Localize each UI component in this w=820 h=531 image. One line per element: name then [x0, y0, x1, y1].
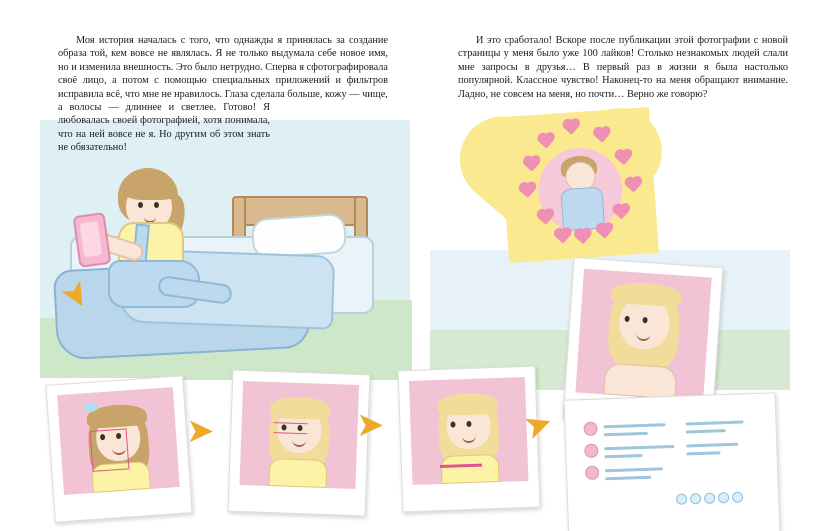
heart-photo-inner	[536, 145, 626, 235]
photo-step-3	[398, 366, 541, 513]
comment-line	[686, 443, 738, 448]
mini-heart-icon	[564, 120, 579, 135]
right-paragraph-1: И это сработало! Вскоре после публикации этой фотографии с новой страницы у меня было уже 100 лайков! Столько незнакомых людей слали мне запросы в друзья… В первый раз в жизни я была настолько популярной. Классное чувство! Наконец-то на меня обращают внимание. Ладно, не совсем на меня, но почти… Верно же говорю?	[458, 35, 788, 100]
photo-step-2-image	[239, 381, 359, 489]
photo-step-4-image	[575, 269, 711, 402]
mini-heart-icon	[520, 183, 535, 198]
left-paragraph-1: Моя история началась с того, что однажды я принялась за создание образа той, кем вовсе не являлась. Я не только выдумала себе новое имя, но и изменила внешность. Это было нетрудно. Сперва я сфотографировала своё лицо, а потом с помощью специальных приложений и фильтров исправила всё, что мне не нравилось. Глаза сделала больше, кожу — чище,	[58, 35, 388, 100]
photo3-body	[441, 454, 500, 484]
photo3-bangs	[437, 392, 498, 416]
photo-step-1-image	[57, 387, 180, 495]
girl-eye-right	[154, 202, 159, 208]
comment-line	[605, 454, 643, 458]
arrow-2: ➤	[186, 411, 215, 451]
avatar-dot	[583, 422, 597, 436]
mini-heart-icon	[597, 224, 612, 239]
girl-bangs	[121, 178, 177, 200]
emoji-icon	[732, 492, 743, 503]
right-text-column	[458, 34, 788, 101]
comment-line	[686, 429, 726, 433]
comment-line	[685, 420, 743, 425]
photo2-bangs	[270, 396, 331, 420]
arrow-3: ➤	[356, 405, 385, 445]
emoji-icon	[718, 492, 729, 503]
emoji-icon	[704, 493, 715, 504]
phone-screen	[80, 221, 103, 257]
photo-step-5-image	[575, 404, 769, 517]
left-text-column	[58, 34, 388, 155]
mini-heart-icon	[556, 229, 571, 244]
mini-heart-icon	[576, 229, 591, 244]
comment-line	[605, 467, 663, 472]
avatar-dot	[584, 444, 598, 458]
photo4-body	[603, 362, 677, 399]
photo-step-5-notebook	[564, 392, 781, 531]
photo1-body	[91, 461, 151, 493]
mini-heart-icon	[538, 210, 553, 225]
comment-line	[603, 423, 665, 428]
mini-heart-icon	[614, 205, 629, 220]
photo2-body	[268, 458, 327, 488]
bed-pillow	[251, 213, 348, 259]
girl-eye-left	[138, 202, 143, 208]
photo-step-3-image	[409, 377, 529, 485]
photo-step-1	[45, 375, 192, 522]
left-paragraph-2: а волосы — длиннее и светлее. Готово! Я любовалась своей фотографией, хотя понимала, что на ней вовсе не я. Но другим об этом знать не обязательно!	[58, 102, 270, 154]
comment-line	[686, 451, 720, 455]
comment-line	[604, 432, 648, 437]
arrow-1: ➤	[51, 272, 101, 318]
comment-line	[605, 476, 651, 481]
heart-photo-frame	[499, 107, 659, 263]
photo-step-2	[228, 370, 371, 517]
girl-character	[100, 168, 218, 298]
emoji-icon	[690, 493, 701, 504]
avatar-dot	[585, 466, 599, 480]
photo3-eye-left	[450, 421, 455, 427]
mini-heart-icon	[616, 150, 631, 165]
mini-heart-icon	[626, 178, 641, 193]
mini-heart-icon	[525, 157, 540, 172]
mini-heart-icon	[539, 134, 554, 149]
comment-line	[604, 445, 674, 450]
arrow-4: ➤	[518, 401, 559, 449]
mini-heart-icon	[595, 128, 610, 143]
emoji-reactions	[676, 492, 743, 505]
emoji-icon	[676, 493, 687, 504]
